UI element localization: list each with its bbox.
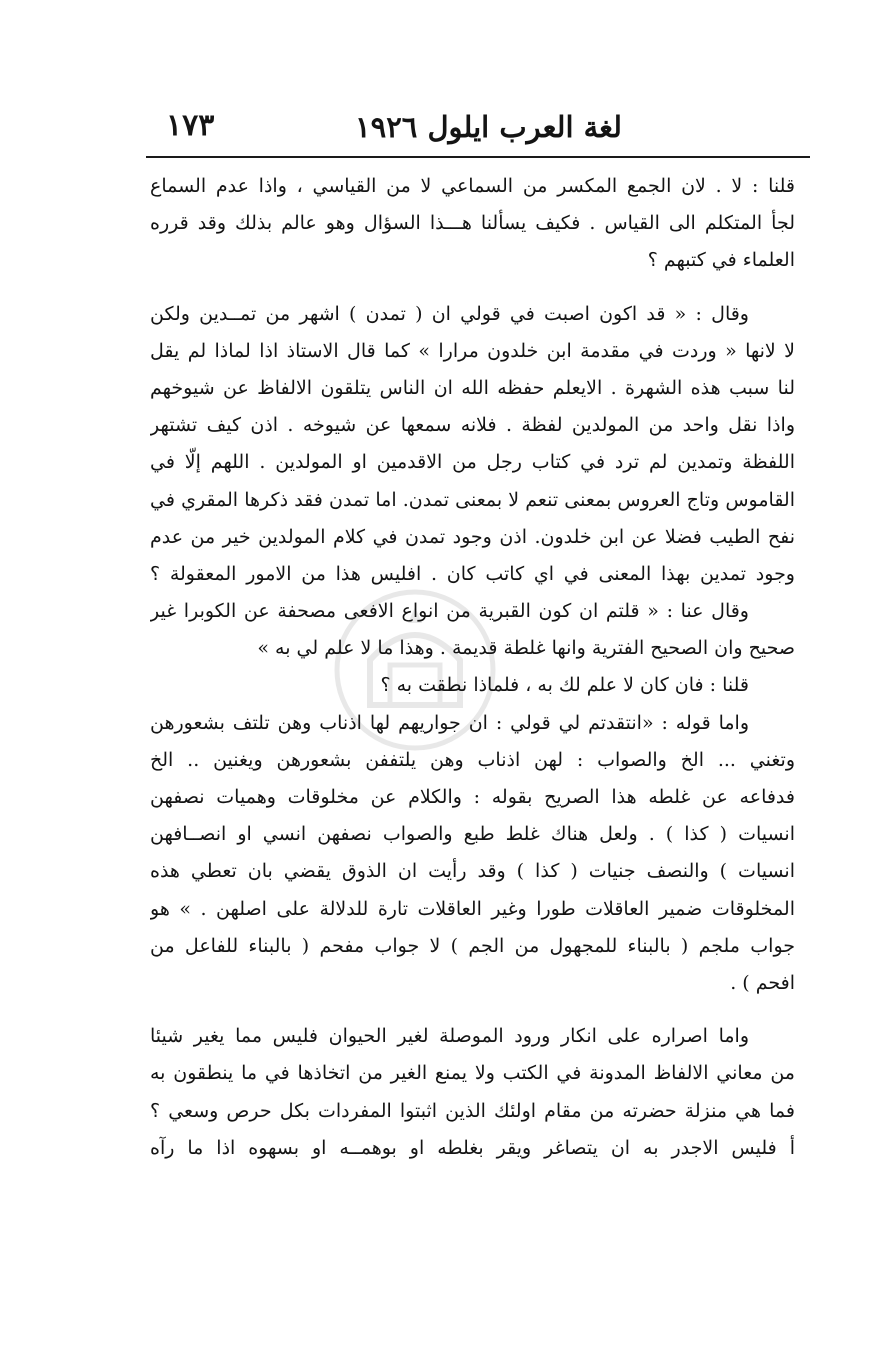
text-line: فدفاعه عن غلطه هذا الصريح بقوله : والكلام عن مخلوقات وهميات نصفهن xyxy=(150,786,795,808)
header-rule xyxy=(146,156,810,158)
text-line: نفح الطيب فضلا عن ابن خلدون. اذن وجود تمدن في كلام المولدين خير من عدم xyxy=(150,525,795,548)
paragraph xyxy=(150,296,795,594)
text-line: صحيح وان الصحيح الفترية وانها غلطة قديمة . وهذا ما لا علم لي به » xyxy=(257,637,795,660)
paragraph xyxy=(150,593,795,667)
paragraph xyxy=(150,1018,795,1167)
text-line: وتغني ... الخ والصواب : لهن اذناب وهن يلتففن بشعورهن ويغنين .. الخ xyxy=(150,748,795,771)
text-line: لجأ المتكلم الى القياس . فكيف يسألنا هـــذا السؤال وهو عالم بذلك وقد قرره xyxy=(150,212,795,235)
text-line: وقال عنا : « قلتم ان كون القبرية من انواع الافعى مصحفة عن الكوبرا غير xyxy=(150,600,749,623)
text-line: جواب ملجم ( بالبناء للمجهول من الجم ) لا جواب مفحم ( بالبناء للفاعل من xyxy=(150,934,795,957)
paragraph xyxy=(150,667,795,704)
text-line: وقال : « قد اكون اصبت في قولي ان ( تمدن ) اشهر من تمــدين ولكن xyxy=(150,302,749,325)
text-line: انسيات ) والنصف جنيات ( كذا ) وقد رأيت ان الذوق يقضي بان تعطي هذه xyxy=(150,860,795,883)
text-line: اللفظة وتمدين لم ترد في كتاب رجل من الاقدمين او المولدين . اللهم إلّا في xyxy=(150,451,795,474)
paragraph xyxy=(150,168,795,280)
text-line: فما هي منزلة حضرته من مقام اولئك الذين اثبتوا المفردات بكل حرص وسعي ؟ xyxy=(150,1099,795,1122)
article-body xyxy=(150,168,795,1167)
paragraph xyxy=(150,705,795,1003)
text-line: قلنا : لا . لان الجمع المكسر من السماعي لا من القياسي ، واذا عدم السماع xyxy=(150,175,795,197)
text-line: لنا سبب هذه الشهرة . الايعلم حفظه الله ان الناس يتلقون الالفاظ عن شيوخهم xyxy=(150,376,795,399)
text-line: المخلوقات ضمير العاقلات طورا وغير العاقلات تارة للدلالة على اصلهن . » هو xyxy=(150,897,795,920)
text-line: وجود تمدين بهذا المعنى في اي كاتب كان . افليس هذا من الامور المعقولة ؟ xyxy=(150,562,795,585)
text-line: انسيات ( كذا ) . ولعل هناك غلط طبع والصواب نصفهن انسي او انصــافهن xyxy=(150,823,795,846)
page-number: ١٧٣ xyxy=(166,108,215,143)
text-line: افحم ) . xyxy=(730,971,795,994)
text-line: واما اصراره على انكار ورود الموصلة لغير الحيوان فليس مما يغير شيئا xyxy=(150,1025,749,1048)
text-line: من معاني الالفاظ المدونة في الكتب ولا يمنع الغير من اتخاذها في ما ينطقون به xyxy=(150,1062,795,1085)
page-header xyxy=(150,106,790,156)
text-line: أ فليس الاجدر به ان يتصاغر ويقر بغلطه او بوهمــه او بسهوه اذا ما رآه xyxy=(150,1136,795,1159)
text-line: لا لانها « وردت في مقدمة ابن خلدون مرارا » كما قال الاستاذ اذا لماذا لم يقل xyxy=(150,339,795,362)
running-title: لغة العرب ايلول ١٩٢٦ xyxy=(355,110,622,144)
text-line: قلنا : فان كان لا علم لك به ، فلماذا نطقت به ؟ xyxy=(380,674,749,697)
text-line: العلماء في كتبهم ؟ xyxy=(647,249,795,272)
text-line: واذا نقل واحد من المولدين لفظة . فلانه سمعها عن شيوخه . اذن كيف تشتهر xyxy=(150,414,795,437)
text-line: القاموس وتاج العروس بمعنى تنعم لا بمعنى تمدن. اما تمدن فقد ذكرها المقري في xyxy=(150,488,795,511)
text-line: واما قوله : «انتقدتم لي قولي : ان جواريهم لها اذناب وهن تلتف بشعورهن xyxy=(150,711,749,734)
